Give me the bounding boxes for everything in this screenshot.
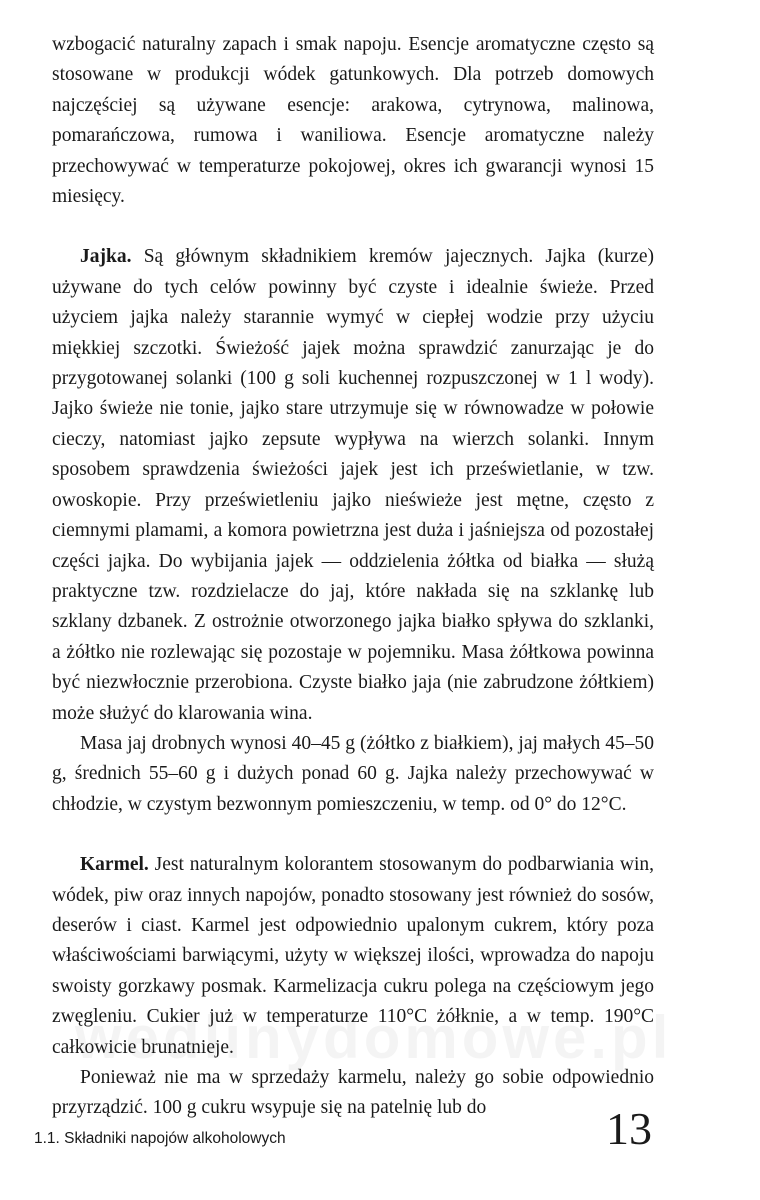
page-body	[52, 30, 654, 1124]
page-number: 13	[606, 1103, 652, 1154]
paragraph-masa-jaj: Masa jaj drobnych wynosi 40–45 g (żółtko z białkiem), jaj małych 45–50 g, średnich 55–60 g i dużych ponad 60 g. Jajka należy przechowywać w chłodzie, w czystym bezwonnym pomieszczeniu, w temp. od 0° do 12°C.	[52, 732, 654, 815]
section-label: 1.1. Składniki napojów alkoholowych	[34, 1130, 286, 1147]
paragraph-karmel-text: Jest naturalnym kolorantem stosowanym do podbarwiania win, wódek, piw oraz innych napojów, ponadto stosowany jest również do sosów, deserów i ciast. Karmel jest odpowiednio upalonym cukrem, który poza właściwościami barwiącymi, użyty w większej ilości, wprowadza do napoju swoisty gorzkawy posmak. Karmelizacja cukru polega na częściowym jego zwęgleniu. Cukier już w temperaturze 110°C żółknie, a w temp. 190°C całkowicie brunatnieje.	[52, 854, 654, 1058]
paragraph-gap	[52, 820, 654, 850]
paragraph-esencje: wzbogacić naturalny zapach i smak napoju. Esencje aromatyczne często są stosowane w produkcji wódek gatunkowych. Dla potrzeb domowych najczęściej są używane esencje: arakowa, cytrynowa, malinowa, pomarańczowa, rumowa i waniliowa. Esencje aromatyczne należy przechowywać w temperaturze pokojowej, okres ich gwarancji wynosi 15 miesięcy.	[52, 34, 654, 208]
paragraph-karmel	[52, 850, 654, 1063]
term-karmel: Karmel.	[80, 854, 149, 876]
paragraph-poniewaz: Ponieważ nie ma w sprzedaży karmelu, należy go sobie odpowiednio przyrządzić. 100 g cukru wsypuje się na patelnię lub do	[52, 1067, 654, 1119]
paragraph-jajka	[52, 242, 654, 729]
paragraph-gap	[52, 212, 654, 242]
paragraph-jajka-text: Są głównym składnikiem kremów jajecznych. Jajka (kurze) używane do tych celów powinny być czyste i idealnie świeże. Przed użyciem jajka należy starannie wymyć w ciepłej wodzie przy użyciu miękkiej szczotki. Świeżość jajek można sprawdzić zanurzając je do przygotowanej solanki (100 g soli kuchennej rozpuszczonej w 1 l wody). Jajko świeże nie tonie, jajko stare utrzymuje się w równowadze w połowie cieczy, natomiast jajko zepsute wypływa na wierzch solanki. Innym sposobem sprawdzenia świeżości jajek jest ich prześwietlanie, w tzw. owoskopie. Przy prześwietleniu jajko nieświeże jest mętne, często z ciemnymi plamami, a komora powietrzna jest duża i jaśniejsza od pozostałej części jajka. Do wybijania jajek — oddzielenia żółtka od białka — służą praktyczne tzw. rozdzielacze do jaj, które nakłada się na szklankę lub szklany dzbanek. Z ostrożnie otworzonego jajka białko spływa do szklanki, a żółtko nie rozlewając się pozostaje w pojemniku. Masa żółtkowa powinna być niezwłocznie przerobiona. Czyste białko jaja (nie zabrudzone żółtkiem) może służyć do klarowania wina.	[52, 246, 654, 724]
term-jajka: Jajka.	[80, 246, 132, 268]
